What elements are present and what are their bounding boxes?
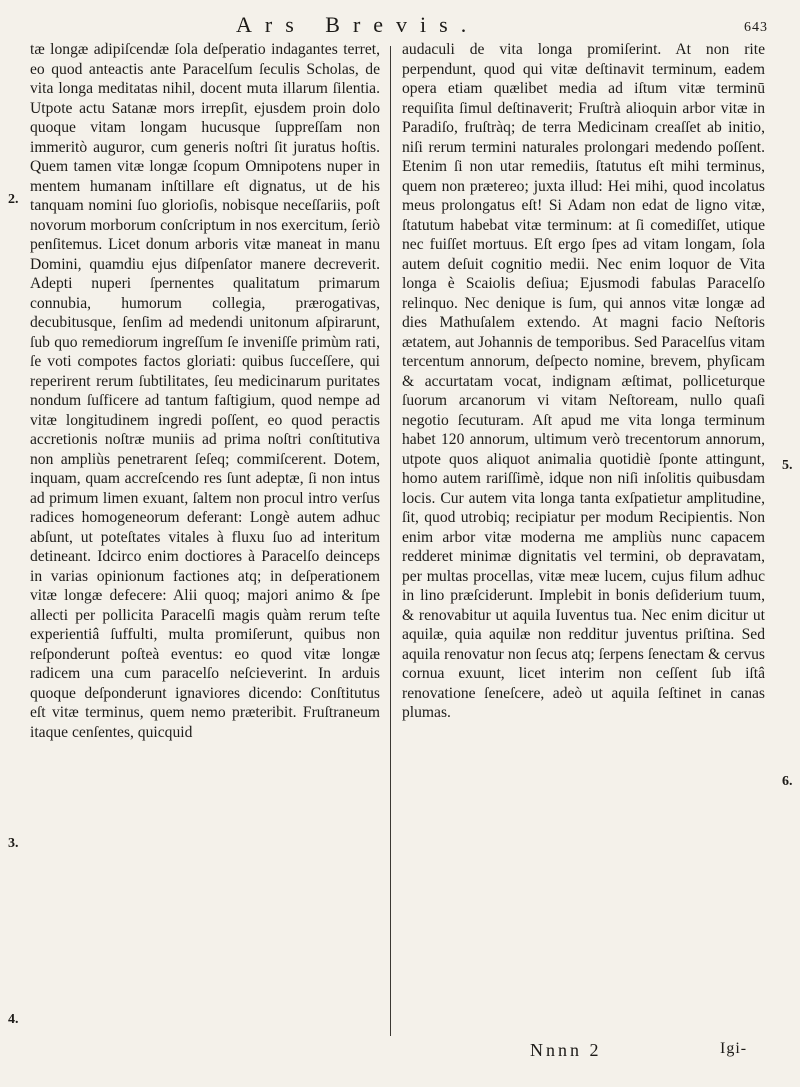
margin-number-6: 6. [782,774,793,789]
right-column-text: audaculi de vita longa promiſerint. At non rite perpendunt, quod qui vitæ deſtinavit terminum, eadem opera etiam quælibet media ad iſtum vitæ terminū requiſita ſimul deſtinaverit; Fruſtrà alioquin arbor vitæ in Paradiſo, fruſtràq; de terra Medicinam creaſſet ab initio, niſi rerum termini naturales prolongari medendo poſſent. Etenim ſi non utar remediis, ſtatutus eſt mihi terminus, quem non prætereo; juxta illud: Hei mihi, quod incolatus meus prolongatus eſt! Si Adam non edat de ligno vitæ, ſtatutum habebat vitæ terminum: at ſi comediſſet, utique nec fuiſſet mortuus. Eſt ergo ſpes ad vitam longam, ſola autem deſuit cognitio medii. Nec enim loquor de Vita longa è Scaiolis deſiua; Ejusmodi fabulas Paracelſo relinquo. Nec denique is ſum, qui annos vitæ longæ ad dies Mathuſalem extendo. At magni facio Neſtoris ætatem, aut Johannis de temporibus. Sed Paracelſus vitam tercentum annorum, deſpecto nomine, brevem, phyſicam & accurtatam vocat, indignam æſtimat, polliceturque ſuorum arcanorum vi vitam Neſtoream, nullo quaſi negotio ſecuturam. Aſt apud me vita longa terminum habet 120 annorum, ultimum verò trecentorum annorum, utpote quos aliquot animalia quotidiè ſponte attingunt, homo autem rariſſimè, idque non niſi inſolitis quibusdam locis. Cur autem vita longa tanta exſpatietur amplitudine, ſit, quod utrobiq; recipiatur per modum Recipientis. Non enim arbor vitæ moderna me ampliùs nunc capacem redderet minimæ dignitatis vel termini, ob depravatam, per multas procellas, vitæ meæ lucem, cujus filum adhuc in lino præſciderunt. Implebit in bonis deſiderium tuum, & renovabitur ut aquila Iuventus tua. Nec enim dicitur ut aquilæ, quia aquilæ non redditur juventus priſtina. Sed aquila renovatur non ſecus atq; ſerpens ſenectam & cervus cornua exuunt, licet interim non ceſſent ſub iſtâ renovatione ſeneſcere, adeò ut aquila ſeſtinet in canas plumas. [402,41,765,721]
column-divider [390,46,391,1036]
right-column [402,40,765,1045]
margin-number-3: 3. [8,836,19,851]
signature-mark: Nnnn 2 [530,1040,602,1060]
page-number: 643 [744,20,768,35]
left-column [30,40,380,1045]
left-column-text: tæ longæ adipiſcendæ ſola deſperatio indagantes terret, eo quod anteactis ante Paracelſum ſeculis Scholas, de vita longa meditatas nihil, docent muta illarum ſilentia. Utpote actu Satanæ mors irrepſit, ejusdem proin dolo quoque vitam longam hucusque ſuppreſſam non immeritò auguror, cum generis noſtri ſit juratus hoſtis. Quem tamen vitæ longæ ſcopum Omnipotens nuper in mentem humanam inſtillare eſt dignatus, ut de his tanquam nomini ſuo glorioſis, nobisque neceſſariis, poſt novorum morborum conſcriptum in nos exercitum, ſeriò penſitemus. Licet donum arboris vitæ maneat in manu Domini, quamdiu ejus diſpenſator manere decreverit. Adepti nuperi ſpernentes qualitatum primarum connubia, humorum collegia, prærogativas, decubitusque, ſenſim ad medendi unitonum aſpirarunt, ſub quo remediorum ingreſſum ſe inveniſſe primùm rati, ſe voti compotes factos gloriati: quibus ſucceſſere, qui reperirent rerum ſubtilitates, ſeu medicinarum puritates nondum ſuſficere ad tantum faſtigium, quod nempe ad vitæ longitudinem ingredi poſſent, eo quod peractis accretionis noſtræ muniis ad prima noſtri conſtitutiva non ampliùs penetrarent ſeſeq; commiſcerent. Dotem, inquam, quam accreſcendo res ſunt adeptæ, ſi non intus ad primum limen exuant, ſaltem non procul intro verſus radices homogeneorum deferant: Longè autem adhuc abſunt, ut poteſtates vitales à fluxu ſuo ad interitum detineant. Idcirco enim doctiores à Paracelſo deinceps in varias opinionum factiones atq; in deſperationem vitæ longæ defecere: Alii quoq; majori animo & ſpe allecti per pollicita Paracelſi magis quàm rerum teſte experientiâ ſuffulti, multa promiſerunt, quibus non reſponderunt poſteà eventus: eo quod vitæ longæ radicem una cum paracelſo neſcieverint. In arduis quoque deſponderunt ignaviores dicendo: Conſtitutus eſt vitæ terminus, quem nemo præteribit. Fruſtraneum itaque cenſentes, quicquid [30,41,380,741]
running-title: Ars Brevis. [236,12,480,37]
margin-number-4: 4. [8,1012,19,1027]
margin-number-2: 2. [8,192,19,207]
catchword: Igi- [720,1040,748,1057]
margin-number-5: 5. [782,458,793,473]
running-header [0,6,800,42]
